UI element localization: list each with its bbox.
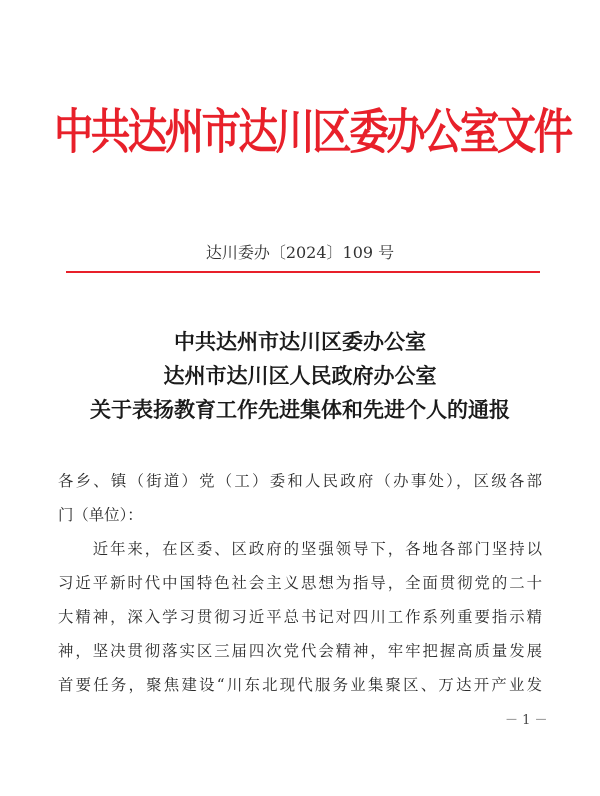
salutation-line-1: 各乡、镇（街道）党（工）委和人民政府（办事处），区级各部 bbox=[58, 472, 542, 490]
page-number: － 1 － bbox=[505, 713, 548, 728]
title-line-2: 达州市达川区人民政府办公室 bbox=[163, 363, 437, 388]
salutation-line-2: 门（单位）： bbox=[58, 506, 143, 524]
paragraph-line-1: 近年来，在区委、区政府的坚强领导下，各地各部门坚持以 bbox=[58, 540, 542, 558]
masthead-title: 中共达州市达川区委办公室文件 bbox=[54, 104, 571, 160]
notice-title bbox=[0, 325, 600, 427]
document-body bbox=[58, 464, 542, 702]
title-line-1: 中共达州市达川区委办公室 bbox=[174, 329, 426, 354]
paragraph-line-3: 大精神，深入学习贯彻习近平总书记对四川工作系列重要指示精 bbox=[58, 608, 542, 626]
paragraph-line-2: 习近平新时代中国特色社会主义思想为指导，全面贯彻党的二十 bbox=[58, 574, 542, 592]
paragraph-line-5: 首要任务，聚焦建设“川东北现代服务业集聚区、万达开产业发 bbox=[58, 676, 542, 694]
paragraph-line-4: 神，坚决贯彻落实区三届四次党代会精神，牢牢把握高质量发展 bbox=[58, 642, 542, 660]
red-divider-line bbox=[66, 271, 540, 273]
title-line-3: 关于表扬教育工作先进集体和先进个人的通报 bbox=[90, 397, 510, 422]
document-number: 达川委办〔2024〕109 号 bbox=[205, 243, 395, 262]
